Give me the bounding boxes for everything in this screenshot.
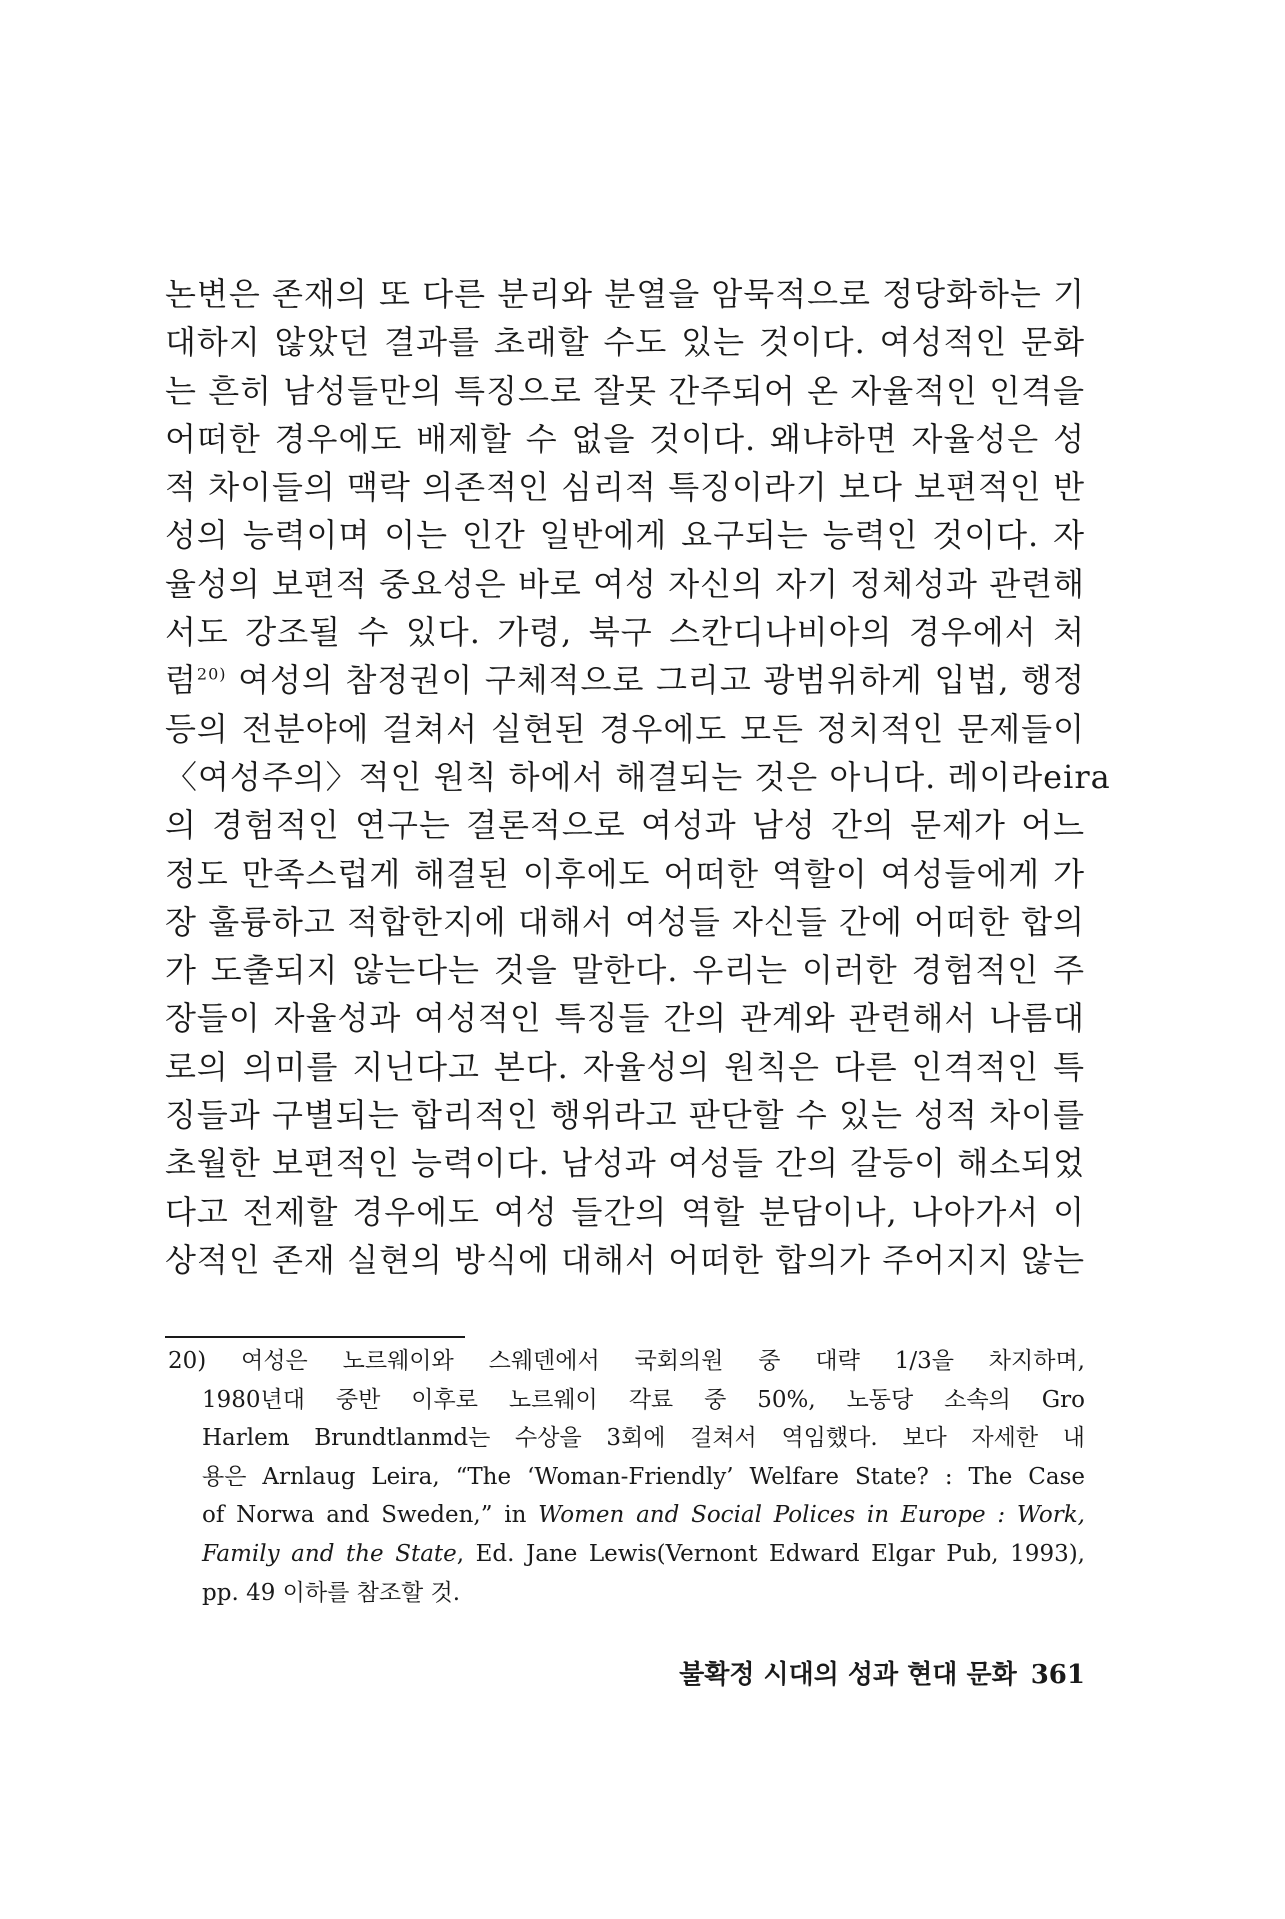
footnote-line-6 bbox=[202, 1535, 1085, 1574]
book-title-part-2: Family and the State bbox=[202, 1540, 457, 1567]
body-line-5: 적 차이들의 맥락 의존적인 심리적 특징이라기 보다 보편적인 반 bbox=[165, 468, 1085, 507]
footnote-line-2: 1980년대 중반 이후로 노르웨이 각료 중 50%, 노동당 소속의 Gro bbox=[202, 1386, 1085, 1413]
footnote-number: 20) bbox=[168, 1348, 207, 1374]
footnote-divider bbox=[165, 1336, 465, 1338]
body-line-14: 장 훌륭하고 적합한지에 대해서 여성들 자신들 간에 어떠한 합의 bbox=[165, 902, 1085, 941]
footnote-line-4: 용은 Arnlaug Leira, “The ‘Woman-Friendly’ Welfare State? : The Case bbox=[202, 1463, 1085, 1490]
body-line-19: 초월한 보편적인 능력이다. 남성과 여성들 간의 갈등이 해소되었 bbox=[165, 1144, 1085, 1183]
body-line-2: 대하지 않았던 결과를 초래할 수도 있는 것이다. 여성적인 문화 bbox=[165, 323, 1085, 362]
body-line-6: 성의 능력이며 이는 인간 일반에게 요구되는 능력인 것이다. 자 bbox=[165, 516, 1085, 555]
body-line-16: 장들이 자율성과 여성적인 특징들 간의 관계와 관련해서 나름대 bbox=[165, 999, 1085, 1038]
footnote-line-7: pp. 49 이하를 참조할 것. bbox=[202, 1579, 461, 1606]
body-line-21: 상적인 존재 실현의 방식에 대해서 어떠한 합의가 주어지지 않는 bbox=[165, 1240, 1085, 1279]
body-line-8: 서도 강조될 수 있다. 가령, 북구 스칸디나비아의 경우에서 처 bbox=[165, 613, 1085, 652]
running-footer-title: 불확정 시대의 성과 현대 문화 bbox=[679, 1660, 1017, 1690]
footnote-line-3: Harlem Brundtlanmd는 수상을 3회에 걸쳐서 역임했다. 보다 자세한 내 bbox=[202, 1425, 1085, 1452]
page-number: 361 bbox=[1030, 1660, 1085, 1690]
footnote-reference[interactable]: 20) bbox=[196, 664, 227, 684]
body-line-1: 논변은 존재의 또 다른 분리와 분열을 암묵적으로 정당화하는 기 bbox=[165, 275, 1085, 313]
body-line-10: 등의 전분야에 걸쳐서 실현된 경우에도 모든 정치적인 문제들이 bbox=[165, 709, 1085, 748]
book-title-part-1: Women and Social Polices in Europe : Work, bbox=[538, 1502, 1085, 1529]
footnote bbox=[168, 1342, 1085, 1612]
body-line-15: 가 도출되지 않는다는 것을 말한다. 우리는 이러한 경험적인 주 bbox=[165, 951, 1085, 990]
body-line-13: 정도 만족스럽게 해결된 이후에도 어떠한 역할이 여성들에게 가 bbox=[165, 854, 1085, 893]
footnote-text-1: 여성은 노르웨이와 스웨덴에서 국회의원 중 대략 1/3을 차지하며, bbox=[241, 1348, 1085, 1374]
line-9-rest: 여성의 참정권이 구체적으로 그리고 광범위하게 입법, 행정 bbox=[238, 661, 1086, 700]
body-line-20: 다고 전제할 경우에도 여성 들간의 역할 분담이나, 나아가서 이 bbox=[165, 1192, 1085, 1231]
body-line-11: 〈여성주의〉적인 원칙 하에서 해결되는 것은 아니다. 레이라eira bbox=[165, 757, 1111, 796]
body-line-4: 어떠한 경우에도 배제할 수 없을 것이다. 왜냐하면 자율성은 성 bbox=[165, 419, 1085, 458]
footnote-text-5a: of Norwa and Sweden,” in bbox=[202, 1502, 539, 1529]
footnote-line-1 bbox=[168, 1342, 1085, 1381]
body-text bbox=[165, 270, 1111, 1284]
body-line-17: 로의 의미를 지닌다고 본다. 자율성의 원칙은 다른 인격적인 특 bbox=[165, 1047, 1085, 1086]
line-9-prefix: 럼 bbox=[165, 661, 197, 700]
body-line-12: 의 경험적인 연구는 결론적으로 여성과 남성 간의 문제가 어느 bbox=[165, 806, 1085, 845]
body-line-18: 징들과 구별되는 합리적인 행위라고 판단할 수 있는 성적 차이를 bbox=[165, 1096, 1085, 1135]
footnote-line-5 bbox=[202, 1496, 1085, 1535]
body-line-7: 율성의 보편적 중요성은 바로 여성 자신의 자기 정체성과 관련해 bbox=[165, 564, 1085, 603]
body-line-3: 는 흔히 남성들만의 특징으로 잘못 간주되어 온 자율적인 인격을 bbox=[165, 371, 1085, 410]
running-footer bbox=[600, 1654, 1085, 1691]
body-line-9 bbox=[165, 656, 1085, 704]
footnote-text-6b: , Ed. Jane Lewis(Vernont Edward Elgar Pub, 1993), bbox=[456, 1540, 1085, 1567]
